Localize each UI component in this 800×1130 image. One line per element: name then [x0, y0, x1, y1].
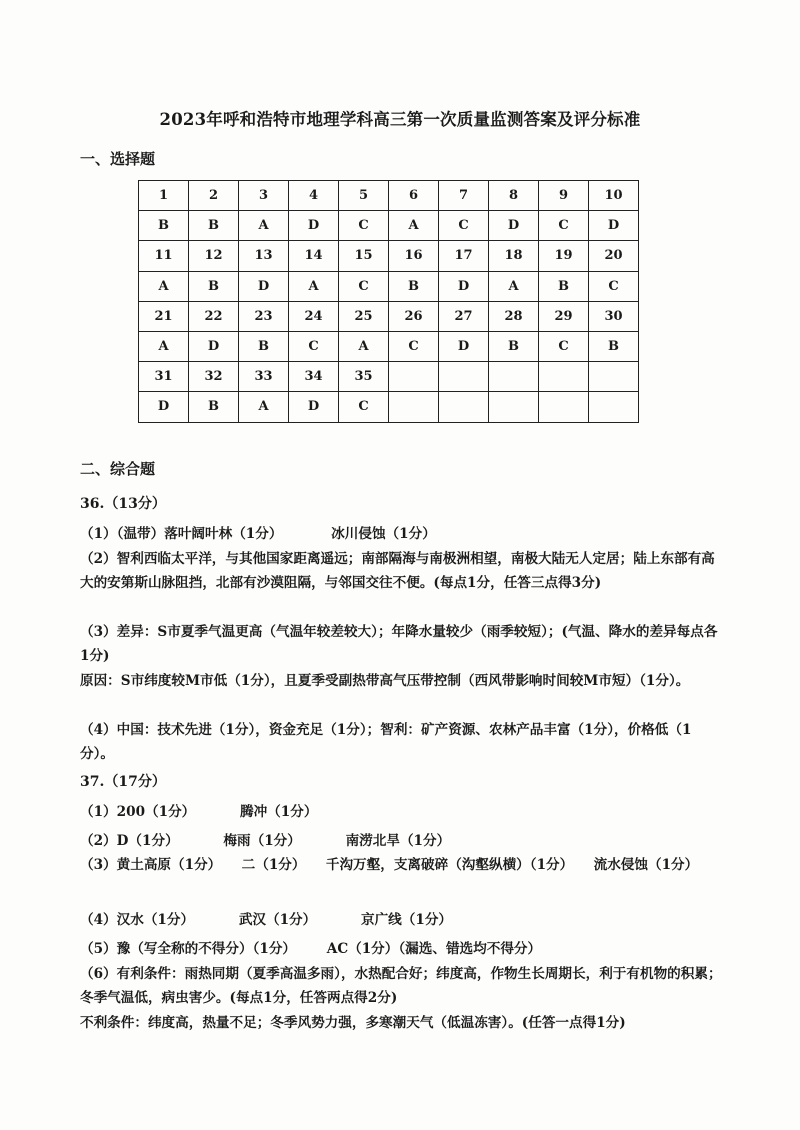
question-number-cell: [539, 362, 589, 392]
question-number-cell: 27: [439, 301, 489, 331]
question-number-cell: 7: [439, 181, 489, 211]
question-number-cell: [389, 362, 439, 392]
q37-part3: （3）黄土高原（1分） 二（1分） 千沟万壑，支离破碎（沟壑纵横）（1分） 流水侵蚀（1分）: [80, 857, 699, 873]
question-number-cell: 13: [239, 241, 289, 271]
question-number-cell: 33: [239, 362, 289, 392]
question-number-row: [139, 241, 639, 271]
answer-cell: D: [589, 211, 639, 241]
answer-cell: B: [489, 331, 539, 361]
q37-part5-b: AC（1分）（漏选、错选均不得分）: [326, 941, 542, 957]
answer-cell: B: [539, 271, 589, 301]
question-number-cell: 20: [589, 241, 639, 271]
answer-cell: B: [189, 271, 239, 301]
answer-cell: A: [239, 211, 289, 241]
answer-cell: B: [139, 211, 189, 241]
answer-cell: [489, 392, 539, 422]
q36-part3: （3）差异：S市夏季气温更高（气温年较差较大）；年降水量较少（雨季较短）；(气温、降水的差异每点各1分): [80, 624, 718, 664]
answer-cell: B: [189, 392, 239, 422]
question-number-row: [139, 301, 639, 331]
question-number-cell: 26: [389, 301, 439, 331]
question-number-cell: 4: [289, 181, 339, 211]
answer-cell: A: [139, 271, 189, 301]
question-number-cell: 15: [339, 241, 389, 271]
q36-part4: （4）中国：技术先进（1分），资金充足（1分）；智利：矿产资源、农林产品丰富（1分），价格低（1分）。: [80, 722, 692, 762]
question-number-cell: 22: [189, 301, 239, 331]
section-choice-heading: 一、选择题: [80, 150, 156, 168]
q37-part2-c: 南涝北旱（1分）: [345, 833, 451, 849]
answer-cell: D: [439, 331, 489, 361]
answer-cell: C: [289, 331, 339, 361]
q36-part1-a: （1）（温带）落叶阔叶林（1分）: [80, 526, 283, 542]
answer-cell: [539, 392, 589, 422]
question-number-cell: 31: [139, 362, 189, 392]
answer-cell: A: [239, 392, 289, 422]
answer-cell: D: [139, 392, 189, 422]
answer-row: [139, 331, 639, 361]
question-number-cell: 2: [189, 181, 239, 211]
page-title: 2023年呼和浩特市地理学科高三第一次质量监测答案及评分标准: [159, 110, 641, 129]
q37-part4-a: （4）汉水（1分）: [80, 912, 195, 928]
q37-part4-c: 京广线（1分）: [360, 912, 453, 928]
question-number-cell: 25: [339, 301, 389, 331]
answer-cell: [439, 392, 489, 422]
answer-cell: D: [289, 211, 339, 241]
question-number-cell: [589, 362, 639, 392]
answer-cell: A: [489, 271, 539, 301]
answer-cell: D: [189, 331, 239, 361]
q36-heading: 36.（13分）: [80, 496, 166, 512]
answer-cell: C: [539, 211, 589, 241]
question-number-cell: 12: [189, 241, 239, 271]
answer-cell: A: [389, 211, 439, 241]
answer-cell: C: [439, 211, 489, 241]
question-number-cell: [489, 362, 539, 392]
answer-row: [139, 271, 639, 301]
question-number-cell: 24: [289, 301, 339, 331]
answer-cell: B: [239, 331, 289, 361]
question-number-cell: 23: [239, 301, 289, 331]
answer-cell: [389, 392, 439, 422]
q36-part1-b: 冰川侵蚀（1分）: [331, 526, 436, 542]
q37-part2: [80, 829, 450, 849]
question-number-cell: 8: [489, 181, 539, 211]
q37-part1: [80, 800, 317, 820]
q37-part1-a: （1）200（1分）: [80, 804, 196, 820]
q37-part4: [80, 908, 452, 928]
answer-cell: C: [339, 271, 389, 301]
question-number-cell: 10: [589, 181, 639, 211]
answer-cell: D: [289, 392, 339, 422]
answer-cell: A: [289, 271, 339, 301]
answer-cell: C: [539, 331, 589, 361]
question-number-cell: 9: [539, 181, 589, 211]
question-number-cell: 34: [289, 362, 339, 392]
answer-cell: C: [589, 271, 639, 301]
q37-part2-a: （2）D（1分）: [80, 833, 179, 849]
question-number-cell: 19: [539, 241, 589, 271]
question-number-cell: 1: [139, 181, 189, 211]
q37-part5: [80, 937, 541, 957]
q37-part1-b: 腾冲（1分）: [240, 804, 318, 820]
question-number-cell: 18: [489, 241, 539, 271]
question-number-row: [139, 181, 639, 211]
q37-part4-b: 武汉（1分）: [238, 912, 317, 928]
answer-cell: C: [389, 331, 439, 361]
question-number-cell: 28: [489, 301, 539, 331]
question-number-cell: 21: [139, 301, 189, 331]
q37-part6-unfavorable: 不利条件：纬度高，热量不足；冬季风势力强，多寒潮天气（低温冻害）。(任答一点得1分): [80, 1015, 626, 1031]
question-number-cell: 32: [189, 362, 239, 392]
q36-part1: [80, 522, 436, 542]
answer-cell: D: [439, 271, 489, 301]
question-number-cell: [439, 362, 489, 392]
answer-cell: B: [389, 271, 439, 301]
question-number-cell: 30: [589, 301, 639, 331]
question-number-cell: 11: [139, 241, 189, 271]
answer-cell: [589, 392, 639, 422]
answer-cell: C: [339, 392, 389, 422]
question-number-cell: 17: [439, 241, 489, 271]
q37-heading: 37.（17分）: [80, 774, 166, 790]
answer-cell: B: [589, 331, 639, 361]
q36-part3-reason: 原因：S市纬度较M市低（1分），且夏季受副热带高气压带控制（西风带影响时间较M市短）（1分）。: [80, 673, 690, 689]
question-number-row: [139, 362, 639, 392]
question-number-cell: 3: [239, 181, 289, 211]
answer-cell: D: [239, 271, 289, 301]
answer-row: [139, 392, 639, 422]
answer-cell: B: [189, 211, 239, 241]
question-number-cell: 29: [539, 301, 589, 331]
question-number-cell: 5: [339, 181, 389, 211]
question-number-cell: 14: [289, 241, 339, 271]
answer-cell: D: [489, 211, 539, 241]
q37-part5-a: （5）豫（写全称的不得分）（1分）: [80, 941, 297, 957]
answer-cell: C: [339, 211, 389, 241]
q37-part6: （6）有利条件：雨热同期（夏季高温多雨），水热配合好；纬度高，作物生长周期长，利于有机物的积累；冬季气温低，病虫害少。(每点1分，任答两点得2分): [80, 966, 722, 1006]
question-number-cell: 35: [339, 362, 389, 392]
answer-cell: A: [139, 331, 189, 361]
section-comprehensive-heading: 二、综合题: [80, 460, 156, 478]
q37-part2-b: 梅雨（1分）: [223, 833, 301, 849]
q36-part2: （2）智利西临太平洋，与其他国家距离遥远；南部隔海与南极洲相望，南极大陆无人定居；陆上东部有高大的安第斯山脉阻挡，北部有沙漠阻隔，与邻国交往不便。(每点1分，任答三点得3分): [80, 551, 715, 591]
answer-table: [138, 180, 639, 423]
question-number-cell: 6: [389, 181, 439, 211]
answer-row: [139, 211, 639, 241]
question-number-cell: 16: [389, 241, 439, 271]
answer-cell: A: [339, 331, 389, 361]
